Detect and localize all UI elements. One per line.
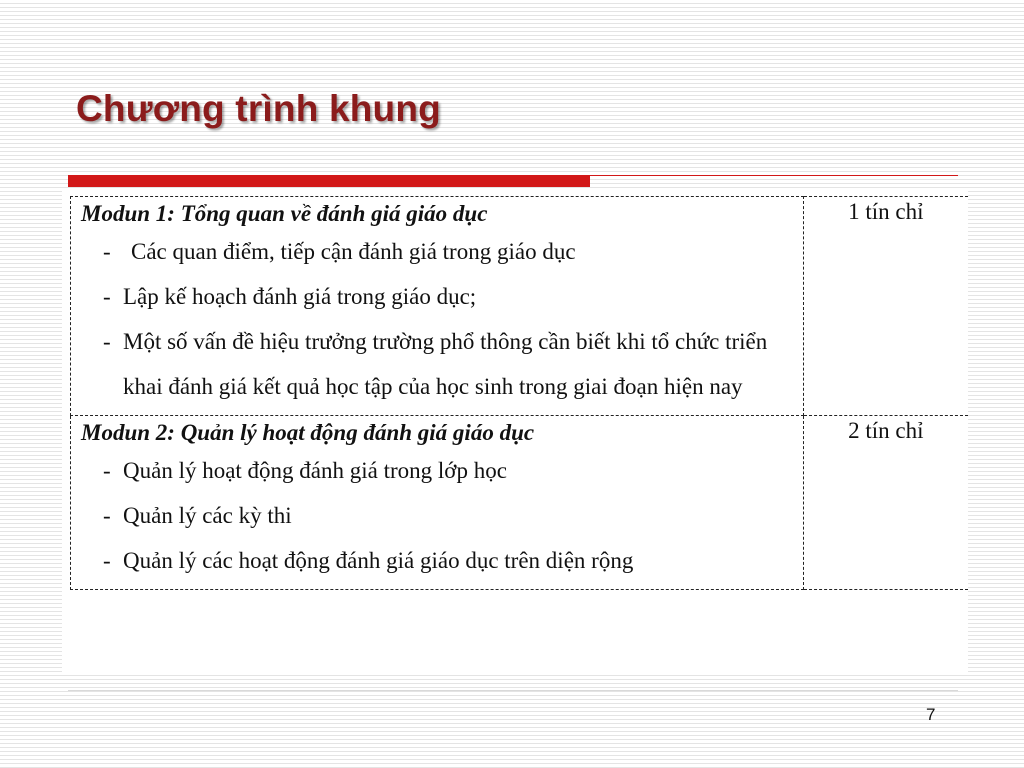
bullet-dash: - (103, 503, 111, 528)
module-heading: Modun 2: Quản lý hoạt động đánh giá giáo dục (81, 420, 535, 445)
bullet-dash: - (103, 329, 111, 354)
module-item-text: Quản lý các hoạt động đánh giá giáo dục trên diện rộng (123, 548, 634, 573)
slide-title: Chương trình khung (76, 88, 441, 129)
module-item (81, 274, 793, 319)
bullet-dash: - (103, 284, 111, 309)
module-item (81, 229, 793, 274)
module-credit-cell (803, 197, 968, 416)
module-content-cell (71, 416, 804, 590)
module-item (81, 448, 793, 493)
module-content-cell (71, 197, 804, 416)
module-row (71, 197, 969, 416)
module-item (81, 319, 793, 409)
bullet-dash: - (103, 239, 111, 264)
title-underline-thin (590, 175, 958, 176)
module-row (71, 416, 969, 590)
bullet-dash: - (103, 548, 111, 573)
page-number: 7 (926, 705, 936, 724)
module-credits: 1 tín chỉ (848, 199, 924, 224)
module-item-text: Quản lý hoạt động đánh giá trong lớp học (123, 458, 507, 483)
bullet-dash: - (103, 458, 111, 483)
module-item-text: Các quan điểm, tiếp cận đánh giá trong giáo dục (131, 239, 576, 264)
module-credits: 2 tín chỉ (848, 418, 924, 443)
module-item (81, 493, 793, 538)
module-item-text: Lập kế hoạch đánh giá trong giáo dục; (123, 284, 477, 309)
module-credit-cell (803, 416, 968, 590)
module-item (81, 538, 793, 583)
footer-divider (68, 690, 958, 691)
curriculum-table (70, 196, 968, 590)
module-item-text: Một số vấn đề hiệu trưởng trường phổ thông cần biết khi tổ chức triển khai đánh giá kết quả học tập của học sinh trong giai đoạn hiện nay (123, 329, 768, 399)
title-underline-thick (68, 175, 590, 187)
module-heading: Modun 1: Tổng quan về đánh giá giáo dục (81, 201, 488, 226)
module-item-text: Quản lý các kỳ thi (123, 503, 292, 528)
